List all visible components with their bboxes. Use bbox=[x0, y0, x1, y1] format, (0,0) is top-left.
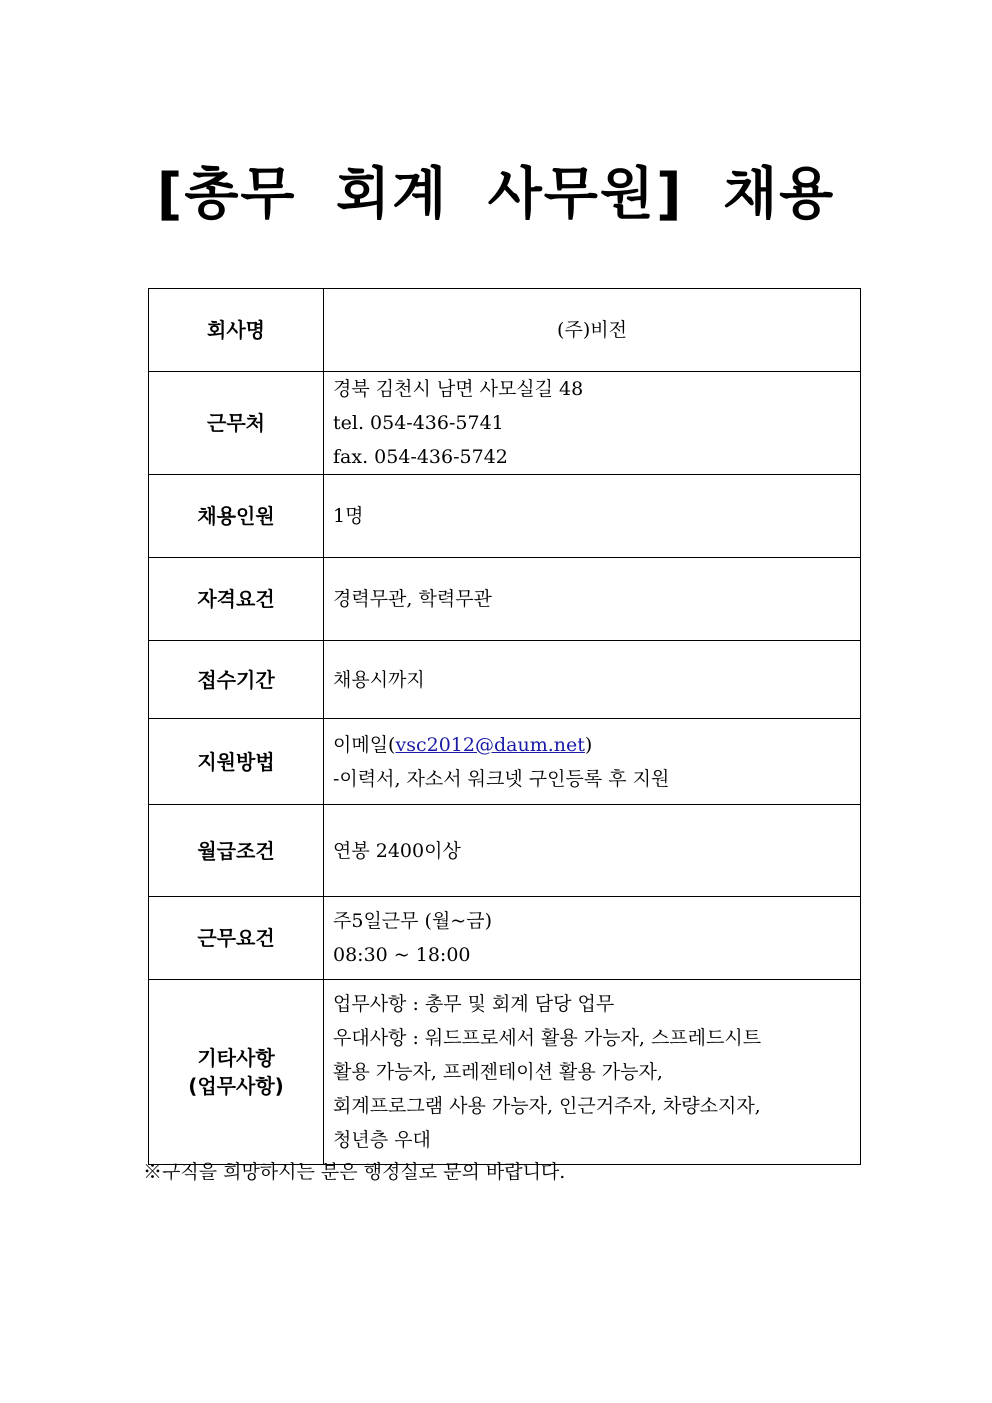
application-period-value: 채용시까지 bbox=[333, 668, 425, 691]
headcount-value: 1명 bbox=[333, 505, 364, 527]
other-label-main: 기타사항 bbox=[197, 1046, 275, 1070]
row-value-application-method bbox=[324, 719, 861, 805]
workplace-tel: tel. 054-436-5741 bbox=[333, 412, 504, 434]
email-link[interactable]: vsc2012@daum.net bbox=[395, 733, 585, 756]
working-hours: 08:30 ~ 18:00 bbox=[333, 944, 471, 966]
row-label-qualifications: 자격요건 bbox=[149, 558, 324, 641]
table-row bbox=[149, 980, 861, 1165]
row-value-other bbox=[324, 980, 861, 1165]
company-name: (주)비전 bbox=[557, 319, 627, 341]
preference-line-1: 우대사항 : 워드프로세서 활용 가능자, 스프레드시트 bbox=[333, 1027, 762, 1049]
row-label-company: 회사명 bbox=[149, 289, 324, 372]
table-row bbox=[149, 475, 861, 558]
preference-line-4: 청년층 우대 bbox=[333, 1129, 431, 1151]
workplace-fax: fax. 054-436-5742 bbox=[333, 446, 508, 468]
row-label-salary: 월급조건 bbox=[149, 805, 324, 897]
application-email-line bbox=[333, 728, 860, 762]
email-prefix: 이메일( bbox=[333, 733, 396, 756]
row-label-workplace: 근무처 bbox=[149, 372, 324, 475]
row-value-working-conditions bbox=[324, 897, 861, 980]
row-label-headcount: 채용인원 bbox=[149, 475, 324, 558]
other-label-sub: (업무사항) bbox=[188, 1074, 284, 1098]
duties-line: 업무사항 : 총무 및 회계 담당 업무 bbox=[333, 993, 615, 1015]
row-value-qualifications bbox=[324, 558, 861, 641]
salary-value: 연봉 2400이상 bbox=[333, 839, 461, 862]
row-label-working-conditions: 근무요건 bbox=[149, 897, 324, 980]
page-title: [총무 회계 사무원] 채용 bbox=[156, 162, 836, 227]
row-value-headcount bbox=[324, 475, 861, 558]
table-row bbox=[149, 372, 861, 475]
row-value-salary bbox=[324, 805, 861, 897]
row-label-application-method: 지원방법 bbox=[149, 719, 324, 805]
footnote: ※구직을 희망하시는 분은 행정실로 문의 바랍니다. bbox=[143, 1161, 566, 1183]
table-row bbox=[149, 641, 861, 719]
preference-line-2: 활용 가능자, 프레젠테이션 활용 가능자, bbox=[333, 1061, 663, 1083]
row-value-workplace bbox=[324, 372, 861, 475]
table-row bbox=[149, 719, 861, 805]
workplace-address: 경북 김천시 남면 사모실길 48 bbox=[333, 378, 584, 400]
table-row bbox=[149, 805, 861, 897]
table-row bbox=[149, 558, 861, 641]
working-days: 주5일근무 (월~금) bbox=[333, 910, 492, 932]
row-label-application-period: 접수기간 bbox=[149, 641, 324, 719]
table-row bbox=[149, 897, 861, 980]
row-label-other bbox=[149, 980, 324, 1165]
recruitment-info-table bbox=[148, 288, 861, 1165]
table-row bbox=[149, 289, 861, 372]
row-value-application-period bbox=[324, 641, 861, 719]
preference-line-3: 회계프로그램 사용 가능자, 인근거주자, 차량소지자, bbox=[333, 1095, 761, 1117]
qualifications-value: 경력무관, 학력무관 bbox=[333, 588, 492, 610]
row-value-company bbox=[324, 289, 861, 372]
email-suffix: ) bbox=[584, 733, 593, 756]
application-method-note: -이력서, 자소서 워크넷 구인등록 후 지원 bbox=[333, 767, 670, 790]
